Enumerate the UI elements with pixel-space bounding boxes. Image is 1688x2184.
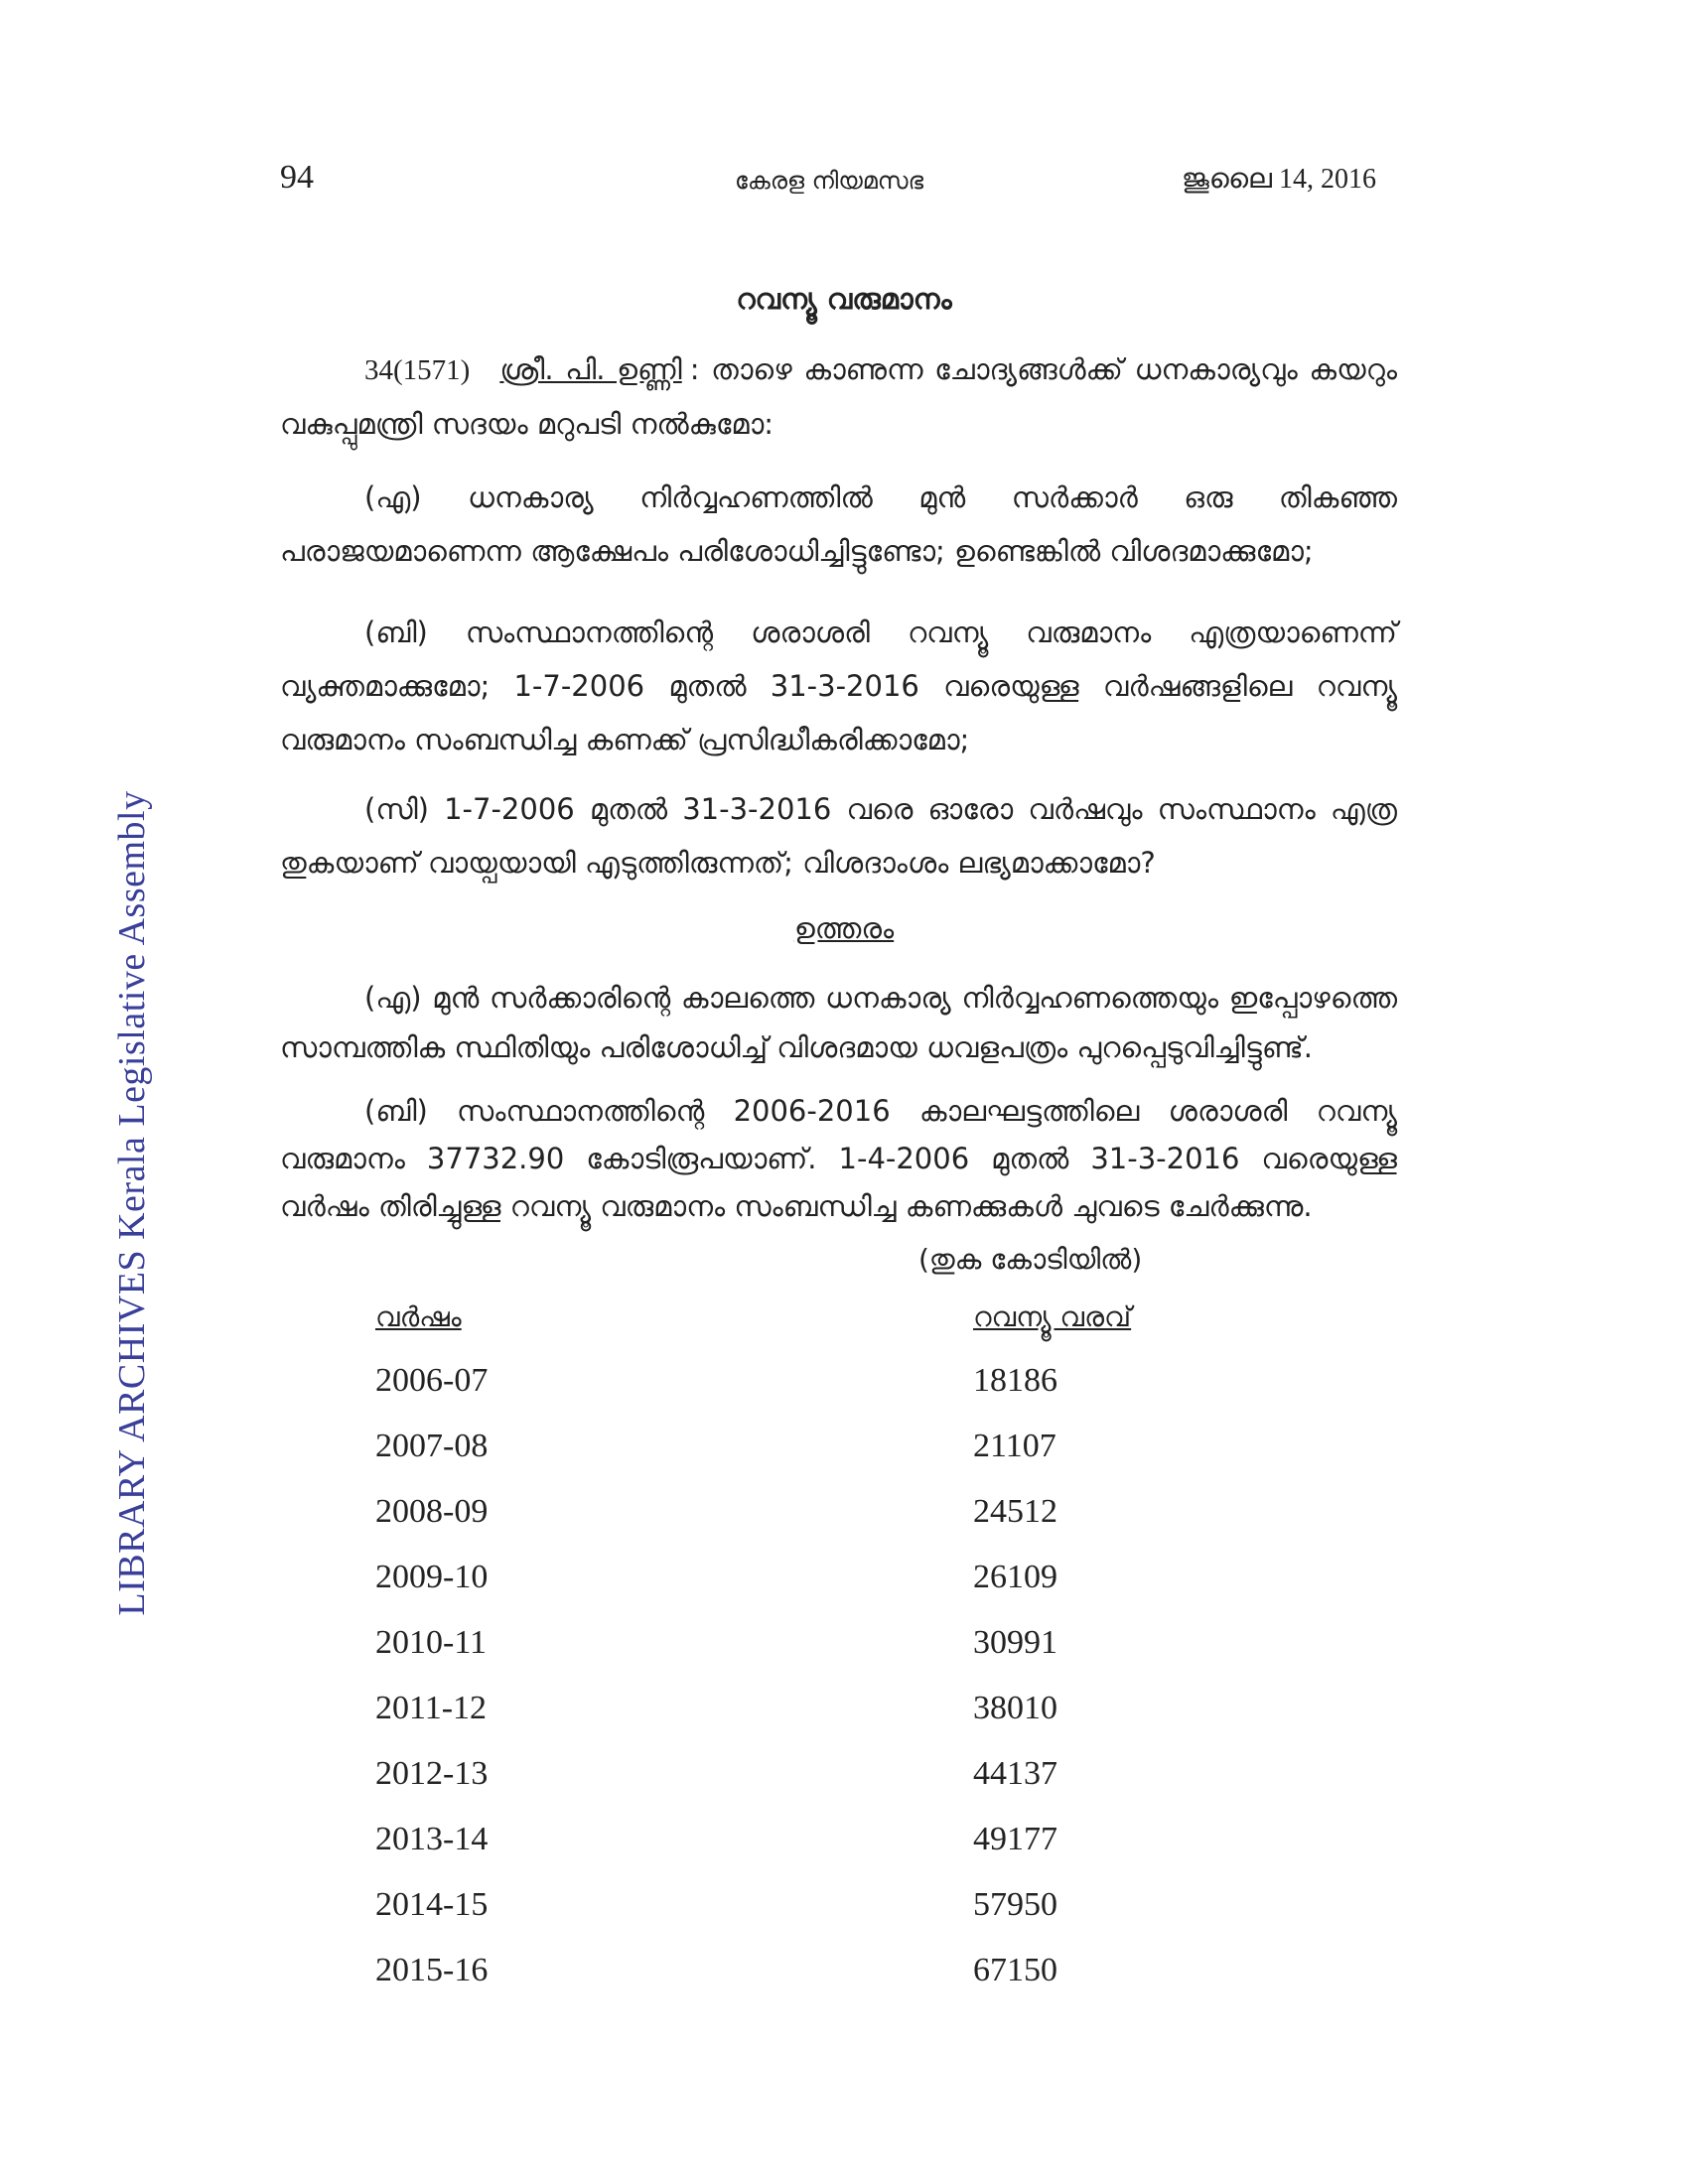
question-part-c: (സി) 1-7-2006 മുതൽ 31-3-2016 വരെ ഓരോ വർഷവും സംസ്ഥാനം എത്ര തുകയാണ് വായ്പയായി എടുത്തിരുന്നത്; വിശദാംശം ലഭ്യമാക്കാമോ? bbox=[280, 792, 1397, 880]
table-row bbox=[0, 1624, 1688, 1690]
year-cell: 2012-13 bbox=[375, 1755, 489, 1792]
revenue-cell: 38010 bbox=[973, 1690, 1057, 1726]
page-number: 94 bbox=[280, 159, 314, 196]
answer-heading: ഉത്തരം bbox=[793, 911, 895, 945]
question-number: 34(1571) bbox=[364, 354, 471, 386]
table-row bbox=[0, 1690, 1688, 1755]
year-cell: 2013-14 bbox=[375, 1821, 489, 1857]
year-cell: 2011-12 bbox=[375, 1690, 488, 1726]
revenue-cell: 18186 bbox=[973, 1362, 1057, 1399]
table-row bbox=[0, 1493, 1688, 1559]
year-cell: 2010-11 bbox=[375, 1624, 488, 1661]
member-name: ശ്രീ. പി. ഉണ്ണി bbox=[499, 352, 682, 386]
column-header-year: വർഷം bbox=[375, 1300, 462, 1333]
year-cell: 2015-16 bbox=[375, 1952, 489, 1988]
revenue-cell: 49177 bbox=[973, 1821, 1057, 1857]
revenue-cell: 44137 bbox=[973, 1755, 1057, 1792]
answer-part-b: (ബി) സംസ്ഥാനത്തിന്റെ 2006-2016 കാലഘട്ടത്തിലെ ശരാശരി റവന്യൂ വരുമാനം 37732.90 കോടിരൂപയാണ്. 1-4-2006 മുതൽ 31-3-2016 വരെയുള്ള വർഷം തിരിച്ചുള്ള റവന്യൂ വരുമാനം സംബന്ധിച്ച കണക്കുകൾ ചുവടെ ചേർക്കുന്നു. bbox=[280, 1094, 1397, 1223]
question-intro-text: : താഴെ കാണുന്ന ചോദ്യങ്ങൾക്ക് ധനകാര്യവും കയറും വകുപ്പുമന്ത്രി സദയം മറുപടി നൽകുമോ: bbox=[280, 352, 1398, 441]
year-cell: 2008-09 bbox=[375, 1493, 489, 1530]
table-row bbox=[0, 1559, 1688, 1624]
question-part-b: (ബി) സംസ്ഥാനത്തിന്റെ ശരാശരി റവന്യൂ വരുമാനം എത്രയാണെന്ന് വ്യക്തമാക്കുമോ; 1-7-2006 മുതൽ 31-3-2016 വരെയുള്ള വർഷങ്ങളിലെ റവന്യൂ വരുമാനം സംബന്ധിച്ച കണക്ക് പ്രസിദ്ധീകരിക്കാമോ; bbox=[280, 615, 1397, 756]
revenue-cell: 57950 bbox=[973, 1886, 1057, 1923]
revenue-cell: 24512 bbox=[973, 1493, 1057, 1530]
table-row bbox=[0, 1755, 1688, 1821]
revenue-cell: 21107 bbox=[973, 1428, 1056, 1464]
table-unit-note: (തുക കോടിയിൽ) bbox=[918, 1243, 1143, 1276]
question-part-a: (എ) ധനകാര്യ നിർവ്വഹണത്തിൽ മുൻ സർക്കാർ ഒരു തികഞ്ഞ പരാജയമാണെന്ന ആക്ഷേപം പരിശോധിച്ചിട്ടുണ്ടോ; ഉണ്ടെങ്കിൽ വിശദമാക്കുമോ; bbox=[280, 480, 1397, 568]
question-intro bbox=[280, 342, 1397, 451]
revenue-cell: 67150 bbox=[973, 1952, 1057, 1988]
revenue-cell: 30991 bbox=[973, 1624, 1057, 1661]
year-cell: 2007-08 bbox=[375, 1428, 489, 1464]
year-cell: 2009-10 bbox=[375, 1559, 489, 1595]
year-cell: 2006-07 bbox=[375, 1362, 489, 1399]
side-watermark: LIBRARY ARCHIVES Kerala Legislative Assembly bbox=[111, 790, 153, 1616]
year-cell: 2014-15 bbox=[375, 1886, 489, 1923]
table-row bbox=[0, 1362, 1688, 1428]
column-header-revenue: റവന്യൂ വരവ് bbox=[973, 1300, 1132, 1333]
table-row bbox=[0, 1428, 1688, 1493]
running-date: ജൂലൈ 14, 2016 bbox=[1182, 164, 1377, 195]
table-row bbox=[0, 1821, 1688, 1886]
table-row bbox=[0, 1886, 1688, 1952]
table-row bbox=[0, 1952, 1688, 2017]
revenue-cell: 26109 bbox=[973, 1559, 1057, 1595]
running-title: കേരള നിയമസഭ bbox=[735, 167, 924, 195]
answer-part-a: (എ) മുൻ സർക്കാരിന്റെ കാലത്തെ ധനകാര്യ നിർവ്വഹണത്തെയും ഇപ്പോഴത്തെ സാമ്പത്തിക സ്ഥിതിയും പരിശോധിച്ച് വിശദമായ ധവളപത്രം പുറപ്പെടുവിച്ചിട്ടുണ്ട്. bbox=[280, 981, 1397, 1064]
section-heading: റവന്യൂ വരുമാനം bbox=[736, 282, 952, 316]
